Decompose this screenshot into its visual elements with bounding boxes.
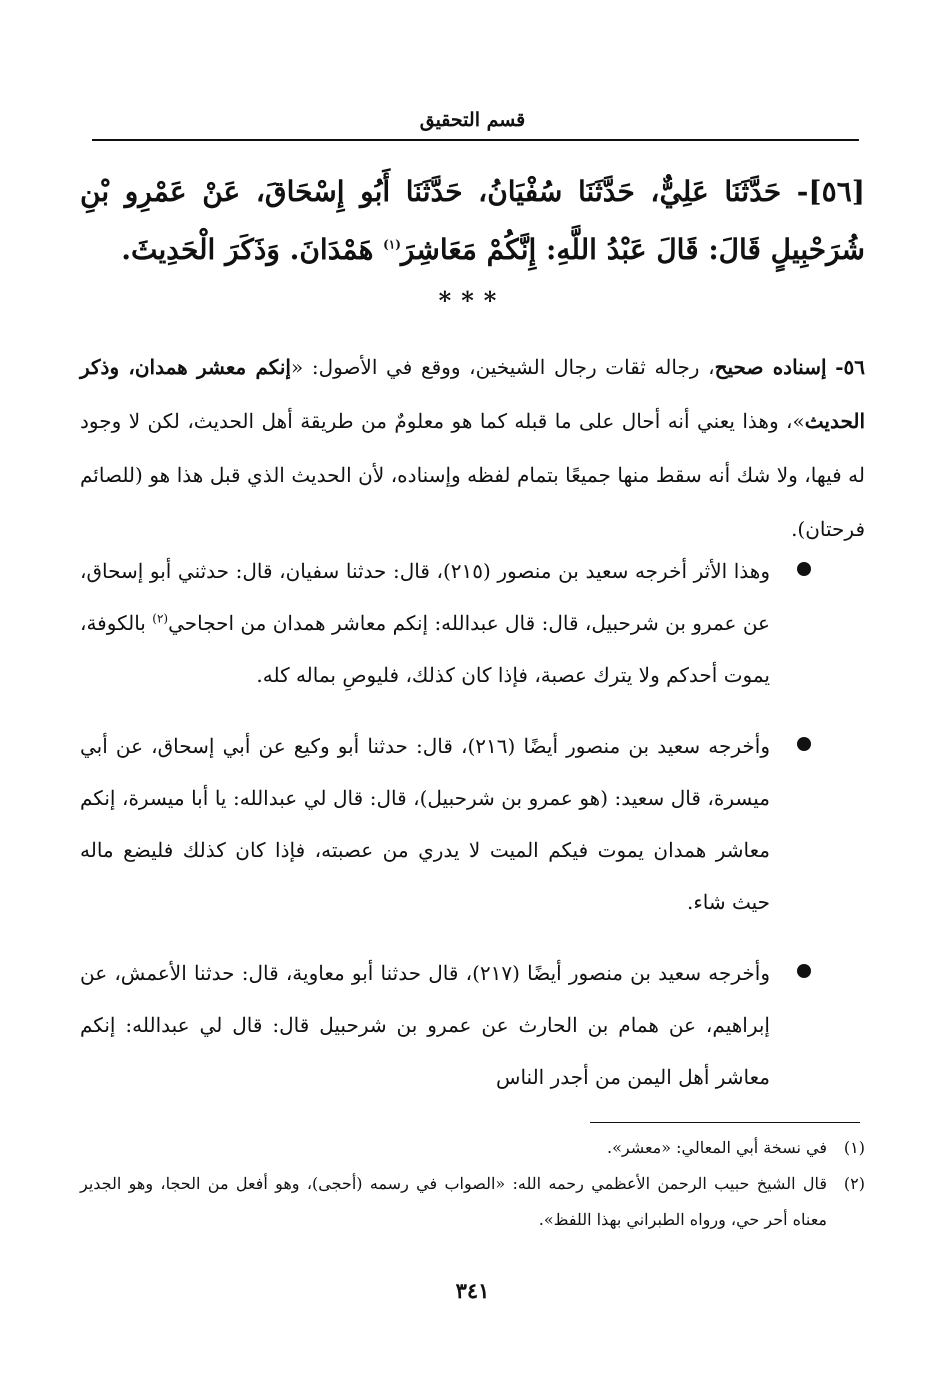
footnote-1	[80, 1130, 865, 1166]
narration-text: وهذا الأثر أخرجه سعيد بن منصور (٢١٥)، قال: حدثنا سفيان، قال: حدثني أبو إسحاق، عن عمرو بن شرحبيل، قال: قال عبدالله: إنكم معاشر همدان من احجاحي	[80, 559, 770, 635]
footnote-text: في نسخة أبي المعالي: «معشر».	[606, 1138, 827, 1157]
narration-item	[80, 545, 865, 701]
header-rule	[92, 139, 859, 141]
narration-item	[80, 720, 865, 928]
footnote-number: (٢)	[843, 1174, 865, 1193]
hadith-part-1: [٥٦]- حَدَّثَنَا عَلِيٌّ، حَدَّثَنَا سُفْيَانُ، حَدَّثَنَا أَبُو إِسْحَاقَ، عَنْ عَمْرِو بْنِ شُرَحْبِيلٍ قَالَ: قَالَ عَبْدُ اللَّهِ: إِنَّكُمْ مَعَاشِرَ	[80, 175, 865, 266]
footnote-text: قال الشيخ حبيب الرحمن الأعظمي رحمه الله: «الصواب في رسمه (أحجى)، وهو أفعل من الحجا، وهو الجدير معناه أحر حي، ورواه الطبراني بهذا اللفظ».	[80, 1174, 827, 1229]
footnote-2	[80, 1166, 865, 1238]
footnote-number: (١)	[843, 1138, 865, 1157]
commentary-text-2: »، وهذا يعني أنه أحال على ما قبله كما هو معلومٌ من طريقة أهل الحديث، لكن لا وجود له فيها، ولا شك أنه سقط منها جميعًا بتمام لفظه وإسناده، لأن الحديث الذي قبل هذا هو (للصائم فرحتان).	[80, 409, 865, 541]
narration-text: وأخرجه سعيد بن منصور أيضًا (٢١٧)، قال حدثنا أبو معاوية، قال: حدثنا الأعمش، عن إبراهيم، عن همام بن الحارث عن عمرو بن شرحبيل قال: قال لي عبدالله: إنكم معاشر أهل اليمن من أجدر الناس	[80, 961, 770, 1089]
hadith-part-2: هَمْدَانَ. وَذَكَرَ الْحَدِيثَ.	[121, 233, 384, 266]
hadith-text	[80, 163, 865, 279]
section-separator: ***	[438, 286, 507, 315]
footnotes	[80, 1130, 865, 1238]
narration-text-continued: بالكوفة، يموت أحدكم ولا يترك عصبة، فإذا كان كذلك، فليوصِ بماله كله.	[80, 611, 770, 687]
bullet-icon	[797, 964, 811, 978]
footnote-rule	[590, 1122, 860, 1123]
commentary-paragraph	[80, 340, 865, 556]
bullet-icon	[797, 737, 811, 751]
narration-item	[80, 947, 865, 1103]
bullet-icon	[797, 562, 811, 576]
narration-list	[80, 545, 865, 1103]
commentary-number: ٥٦-	[835, 355, 865, 379]
commentary-verdict: إسناده صحيح	[714, 355, 827, 379]
commentary-text-1: ، رجاله ثقات رجال الشيخين، ووقع في الأصول: «	[290, 355, 715, 379]
footnote-ref-1[interactable]: (١)	[383, 237, 401, 252]
footnote-ref-2[interactable]: (٢)	[152, 611, 169, 626]
page-number: ٣٤١	[455, 1278, 490, 1303]
commentary-quote: إنكم معشر همدان، وذكر الحديث	[80, 355, 865, 433]
narration-text: وأخرجه سعيد بن منصور أيضًا (٢١٦)، قال: حدثنا أبو وكيع عن أبي إسحاق، عن أبي ميسرة، قال سعيد: (هو عمرو بن شرحبيل)، قال: قال لي عبدالله: يا أبا ميسرة، إنكم معاشر همدان يموت فيكم الميت لا يدري من عصبته، فإذا كان كذلك فليضع ماله حيث شاء.	[80, 734, 770, 914]
running-header: قسم التحقيق	[419, 109, 526, 131]
